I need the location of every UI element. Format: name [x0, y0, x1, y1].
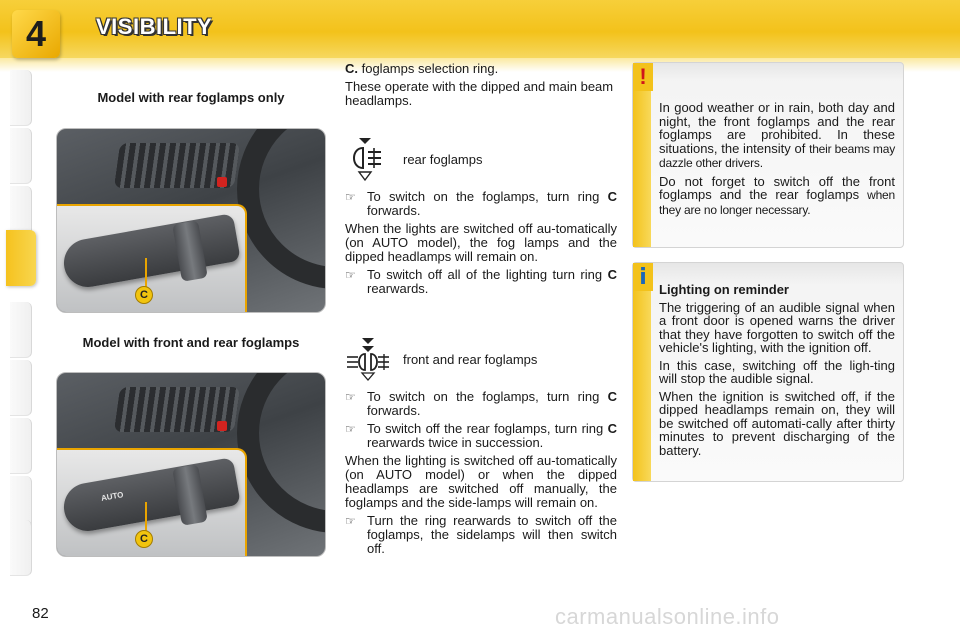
intro-line	[345, 62, 617, 76]
warning-text: when they are no longer necessary.	[659, 188, 895, 217]
stalk-inset	[57, 204, 247, 313]
info-side-bar	[633, 283, 651, 481]
info-icon: i	[633, 263, 653, 291]
info-box	[632, 262, 904, 482]
page-title: VISIBILITY	[96, 14, 213, 39]
intro-paragraph: These operate with the dipped and main beam headlamps.	[345, 79, 614, 108]
instruction-item: ☞ To switch off all of the lighting turn ring C rearwards.	[345, 267, 617, 296]
chapter-tabs	[10, 70, 32, 575]
info-paragraph: When the ignition is switched off, if the dipped headlamps remain on, they will be switched off automati-cally after thirty minutes to prevent discharging of the battery.	[659, 388, 895, 458]
front-rear-foglamp-label: front and rear foglamps	[403, 351, 538, 367]
figure-rear-foglamp-stalk	[56, 128, 326, 313]
front-auto-paragraph: When the lighting is switched off au-tomatically (on AUTO model) or when the dipped headlamps are switched off manually, the foglamps and the side-lamps will remain on.	[345, 453, 617, 510]
caption-rear-foglamps: Model with rear foglamps only	[97, 90, 285, 105]
instruction-item: ☞ To switch off the rear foglamps, turn ring C rearwards twice in succession.	[345, 421, 617, 450]
hazard-switch	[217, 177, 227, 187]
rear-foglamp-row	[345, 136, 482, 182]
rear-foglamp-icon	[345, 136, 385, 182]
intro-letter: C.	[345, 61, 358, 76]
chapter-tab-active[interactable]	[6, 230, 36, 286]
info-paragraph: The triggering of an audible signal when a front door is opened warns the driver that they have forgotten to switch off the vehicle's lighting, with the ignition off.	[659, 299, 895, 355]
front-rear-foglamp-row	[345, 336, 537, 382]
chapter-tab[interactable]	[10, 418, 32, 474]
pointing-hand-icon: ☞	[345, 422, 356, 436]
ring-pointer-line	[145, 502, 147, 532]
chapter-number: 4	[12, 10, 60, 58]
warning-side-bar	[633, 83, 651, 247]
front-rear-foglamp-icon	[345, 336, 391, 382]
rear-auto-paragraph: When the lights are switched off au-tomatically (on AUTO model), the fog lamps and the dipped headlamps will remain on.	[345, 221, 617, 264]
watermark: carmanualsonline.info	[555, 604, 780, 629]
steering-wheel	[237, 372, 326, 533]
figure-front-rear-foglamp-stalk	[56, 372, 326, 557]
info-paragraph: In this case, switching off the ligh-ting will stop the audible signal.	[659, 357, 895, 386]
chapter-tab[interactable]	[10, 520, 32, 576]
ring-c-label: C	[135, 286, 153, 304]
warning-text: their beams may dazzle other drivers.	[659, 141, 895, 170]
hazard-switch	[217, 421, 227, 431]
lighting-stalk	[60, 457, 241, 535]
ring-pointer-line	[145, 258, 147, 288]
warning-text: Do not forget to switch off the front foglamps and the rear foglamps	[659, 173, 895, 202]
stalk-auto-label: AUTO	[100, 490, 125, 503]
instruction-item: ☞ Turn the ring rearwards to switch off the foglamps, the sidelamps will then switch off.	[345, 513, 617, 556]
intro-text: foglamps selection ring.	[358, 61, 499, 76]
chapter-tab[interactable]	[10, 70, 32, 126]
rear-foglamp-instructions	[345, 190, 617, 300]
warning-box	[632, 62, 904, 248]
warning-body	[659, 101, 895, 221]
warning-text: In good weather or in rain, both day and night, the front foglamps and the rear foglamps are prohibited. In these situations, the intensity of	[659, 100, 895, 156]
front-rear-foglamp-instructions	[345, 390, 617, 560]
pointing-hand-icon: ☞	[345, 268, 356, 282]
chapter-tab[interactable]	[10, 128, 32, 184]
rear-foglamp-label: rear foglamps	[403, 151, 483, 167]
pointing-hand-icon: ☞	[345, 514, 356, 528]
instruction-item: ☞ To switch on the foglamps, turn ring C forwards.	[345, 389, 617, 418]
lighting-stalk	[60, 213, 241, 291]
info-heading: Lighting on reminder	[659, 282, 789, 297]
page-number: 82	[32, 605, 49, 622]
intro-block	[345, 62, 617, 112]
stalk-inset	[57, 448, 247, 557]
pointing-hand-icon: ☞	[345, 390, 356, 404]
info-body	[659, 283, 895, 461]
pointing-hand-icon: ☞	[345, 190, 356, 204]
steering-wheel	[237, 128, 326, 289]
caption-front-rear-foglamps: Model with front and rear foglamps	[82, 335, 300, 350]
instruction-item: ☞ To switch on the foglamps, turn ring C forwards.	[345, 189, 617, 218]
warning-icon: !	[633, 63, 653, 91]
ring-c-label: C	[135, 530, 153, 548]
chapter-tab[interactable]	[10, 302, 32, 358]
chapter-tab[interactable]	[10, 360, 32, 416]
